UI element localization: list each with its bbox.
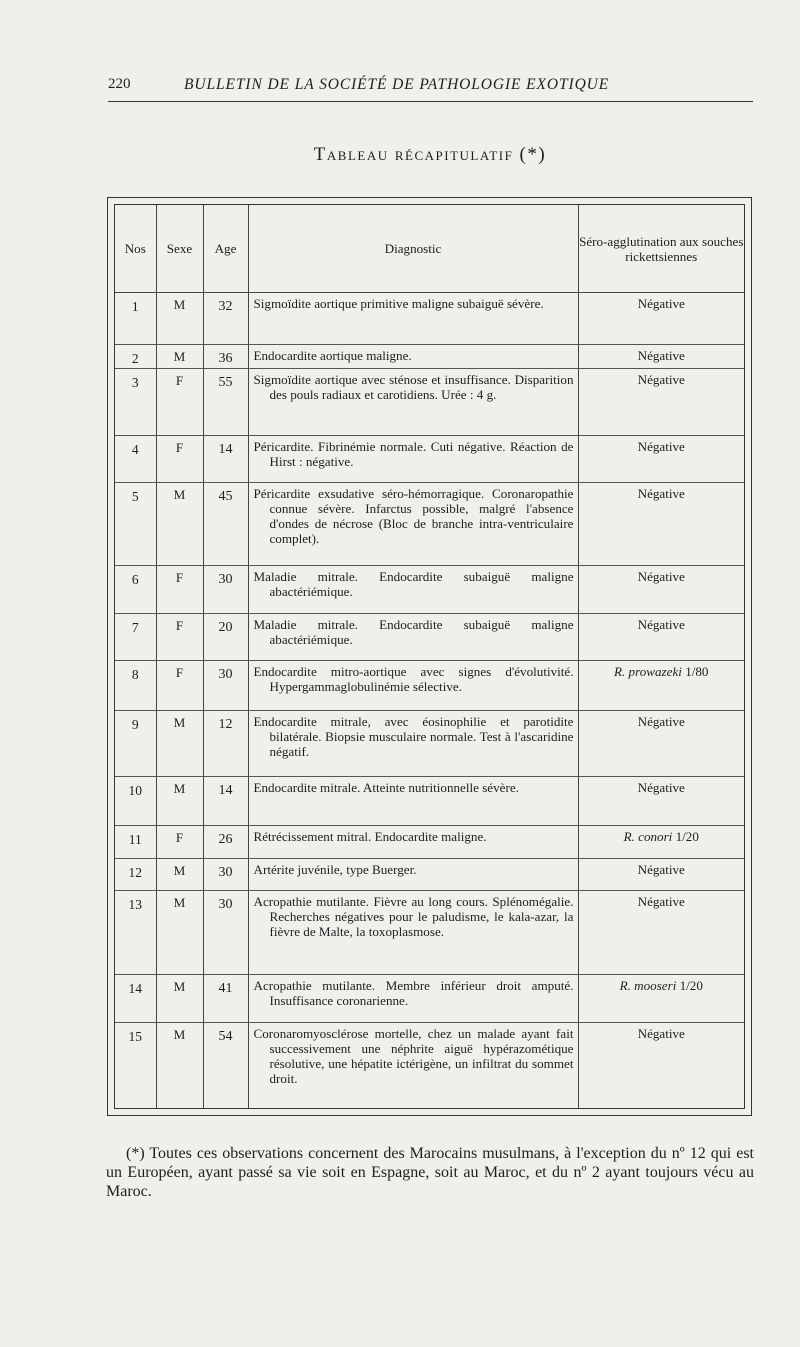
sero-agglutination-cell (578, 613, 744, 661)
diagnostic-text: Péricardite. Fibrinémie normale. Cuti négative. Réaction de Hirst : négative. (253, 439, 574, 470)
diagnostic-cell (248, 565, 578, 613)
sex-cell: F (156, 436, 203, 483)
table-row (115, 890, 744, 974)
sex-cell: F (156, 613, 203, 661)
sero-result: Négative (637, 372, 685, 388)
table-row (115, 345, 744, 369)
sero-agglutination-cell (578, 890, 744, 974)
sero-result: Négative (637, 714, 685, 730)
table-row (115, 777, 744, 826)
sex-cell: M (156, 858, 203, 890)
row-number: 1 (115, 293, 156, 345)
table-row (115, 974, 744, 1023)
table-row (115, 661, 744, 711)
age-cell: 30 (203, 661, 248, 711)
row-number: 5 (115, 483, 156, 566)
diagnostic-text: Rétrécissement mitral. Endocardite maligne. (253, 829, 487, 844)
sex-cell: M (156, 483, 203, 566)
diagnostic-text: Endocardite mitrale. Atteinte nutritionnelle sévère. (253, 780, 519, 796)
diagnostic-text: Endocardite mitrale, avec éosinophilie et parotidite bilatérale. Biopsie musculaire normale. Test à l'ascaridine négatif. (253, 714, 574, 760)
age-cell: 30 (203, 858, 248, 890)
diagnostic-cell (248, 858, 578, 890)
sero-agglutination-cell (578, 777, 744, 826)
row-number: 10 (115, 777, 156, 826)
column-header-age: Age (203, 205, 248, 293)
sex-cell: M (156, 890, 203, 974)
sero-agglutination-cell (578, 974, 744, 1023)
sero-result: Négative (637, 1026, 685, 1042)
diagnostic-cell (248, 436, 578, 483)
age-cell: 26 (203, 826, 248, 859)
sex-cell: M (156, 974, 203, 1023)
summary-table-frame (107, 197, 752, 1116)
diagnostic-text: Coronaromyosclérose mortelle, chez un malade ayant fait successivement une néphrite aiguë hypérazométique résolutive, une hépatite ictérigène, un infiltrat du sommet droit. (253, 1026, 574, 1087)
diagnostic-cell (248, 483, 578, 566)
footnote: (*) Toutes ces observations concernent des Marocains musulmans, à l'exception du nº 12 qui est un Européen, ayant passé sa vie soit en Espagne, soit au Maroc, et du nº 2 ayant toujours vécu au Maroc. (106, 1145, 754, 1200)
diagnostic-cell (248, 293, 578, 345)
sero-agglutination-cell (578, 436, 744, 483)
age-cell: 36 (203, 345, 248, 369)
sero-agglutination-cell (578, 565, 744, 613)
sero-result: Négative (637, 861, 685, 877)
sex-cell: M (156, 1023, 203, 1108)
diagnostic-text: Endocardite mitro-aortique avec signes d'évolutivité. Hypergammaglobulinémie sélective. (253, 664, 574, 695)
sex-cell: F (156, 565, 203, 613)
age-cell: 54 (203, 1023, 248, 1108)
journal-title: BULLETIN DE LA SOCIÉTÉ DE PATHOLOGIE EXOTIQUE (184, 76, 610, 93)
sex-cell: F (156, 826, 203, 859)
column-header-sexe: Sexe (156, 205, 203, 293)
diagnostic-cell (248, 826, 578, 859)
table-row (115, 613, 744, 661)
summary-table-inner-frame (114, 204, 745, 1109)
row-number: 11 (115, 826, 156, 859)
sero-agglutination-cell (578, 826, 744, 859)
sex-cell: M (156, 777, 203, 826)
sero-result: Négative (637, 780, 685, 796)
sero-result: 1/20 (679, 977, 703, 993)
row-number: 9 (115, 711, 156, 777)
diagnostic-cell (248, 890, 578, 974)
sero-result: Négative (637, 568, 685, 584)
diagnostic-text: Maladie mitrale. Endocardite subaiguë maligne abactériémique. (253, 568, 574, 599)
sero-agglutination-cell (578, 1023, 744, 1108)
rickettsia-species: R. prowazeki (614, 664, 682, 680)
sex-cell: M (156, 711, 203, 777)
age-cell: 55 (203, 369, 248, 436)
table-row (115, 858, 744, 890)
age-cell: 41 (203, 974, 248, 1023)
diagnostic-cell (248, 345, 578, 369)
diagnostic-cell (248, 974, 578, 1023)
table-header-row (115, 205, 744, 293)
rickettsia-species: R. conori (623, 829, 673, 844)
sero-result: Négative (637, 439, 685, 455)
row-number: 6 (115, 565, 156, 613)
table-body (115, 293, 744, 1109)
diagnostic-cell (248, 369, 578, 436)
row-number: 14 (115, 974, 156, 1023)
age-cell: 14 (203, 777, 248, 826)
row-number: 3 (115, 369, 156, 436)
column-header-sero-agglutination: Séro-agglutination aux souches rickettsiennes (578, 205, 744, 293)
sero-agglutination-cell (578, 661, 744, 711)
sero-result: Négative (637, 616, 685, 632)
diagnostic-cell (248, 711, 578, 777)
diagnostic-cell (248, 1023, 578, 1108)
sex-cell: M (156, 345, 203, 369)
table-row (115, 369, 744, 436)
diagnostic-text: Péricardite exsudative séro-hémorragique. Coronaropathie connue sévère. Infarctus possible, malgré l'absence d'ondes de nécrose (Bloc de branche intra-ventriculaire complet). (253, 486, 574, 547)
age-cell: 45 (203, 483, 248, 566)
sero-result: 1/80 (685, 664, 709, 680)
diagnostic-text: Artérite juvénile, type Buerger. (253, 861, 417, 877)
running-head (108, 76, 753, 98)
row-number: 7 (115, 613, 156, 661)
sero-agglutination-cell (578, 483, 744, 566)
header-rule (108, 101, 753, 102)
table-row (115, 711, 744, 777)
table-row (115, 436, 744, 483)
row-number: 4 (115, 436, 156, 483)
sero-agglutination-cell (578, 369, 744, 436)
column-header-no: Nos (115, 205, 156, 293)
row-number: 12 (115, 858, 156, 890)
diagnostic-cell (248, 613, 578, 661)
age-cell: 20 (203, 613, 248, 661)
diagnostic-text: Maladie mitrale. Endocardite subaiguë maligne abactériémique. (253, 616, 574, 647)
diagnostic-text: Acropathie mutilante. Fièvre au long cours. Splénomégalie. Recherches négatives pour le paludisme, le kala-azar, la fièvre de Malte, la toxoplasmose. (253, 893, 574, 939)
row-number: 15 (128, 1029, 142, 1045)
table-title: Tableau récapitulatif (*) (313, 144, 547, 165)
sex-cell: F (156, 369, 203, 436)
column-header-diagnostic: Diagnostic (248, 205, 578, 293)
table-row (115, 293, 744, 345)
age-cell: 12 (203, 711, 248, 777)
sero-result: Négative (637, 486, 685, 502)
diagnostic-cell (248, 661, 578, 711)
sex-cell: F (156, 661, 203, 711)
age-cell: 30 (203, 565, 248, 613)
page-number: 220 (108, 76, 131, 92)
row-number: 13 (115, 890, 156, 974)
sex-cell: M (156, 293, 203, 345)
summary-table (115, 205, 744, 1108)
diagnostic-text: Endocardite aortique maligne. (253, 348, 412, 364)
table-row (115, 826, 744, 859)
table-row (115, 565, 744, 613)
table-row (115, 1023, 744, 1108)
row-number: 2 (115, 345, 156, 369)
sero-agglutination-cell (578, 858, 744, 890)
sero-result: Négative (637, 893, 685, 909)
sero-agglutination-cell (578, 345, 744, 369)
age-cell: 32 (203, 293, 248, 345)
age-cell: 30 (203, 890, 248, 974)
table-row (115, 483, 744, 566)
diagnostic-text: Sigmoïdite aortique avec sténose et insuffisance. Disparition des pouls radiaux et carotidiens. Urée : 4 g. (253, 372, 574, 403)
diagnostic-text: Sigmoïdite aortique primitive maligne subaiguë sévère. (253, 296, 544, 311)
sero-result: Négative (637, 296, 685, 311)
sero-agglutination-cell (578, 293, 744, 345)
sero-result: Négative (637, 348, 685, 364)
age-cell: 14 (203, 436, 248, 483)
diagnostic-cell (248, 777, 578, 826)
sero-agglutination-cell (578, 711, 744, 777)
rickettsia-species: R. mooseri (619, 977, 677, 993)
row-number: 8 (115, 661, 156, 711)
sero-result: 1/20 (675, 829, 699, 844)
diagnostic-text: Acropathie mutilante. Membre inférieur droit amputé. Insuffisance coronarienne. (253, 977, 574, 1008)
